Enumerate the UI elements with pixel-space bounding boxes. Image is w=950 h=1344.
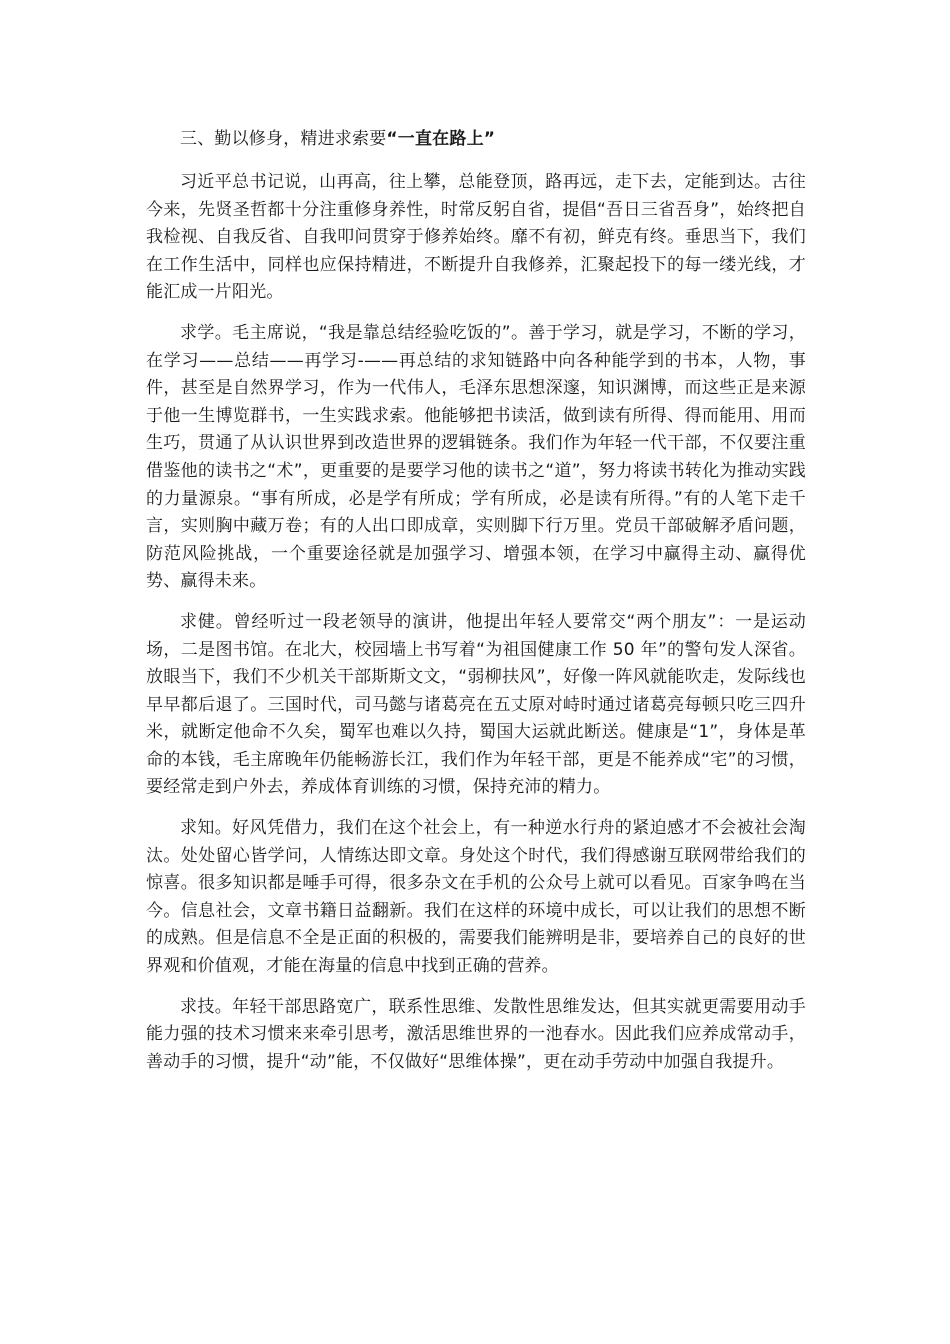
paragraph-qiujian: 求健。曾经听过一段老领导的演讲，他提出年轻人要常交“两个朋友”：一是运动场，二是图书馆。在北大，校园墙上书写着“为祖国健康工作 50 年”的警句发人深省。放眼当下，我们不少机关干部斯斯文文，“弱柳扶风”，好像一阵风就能吹走，发际线也早早都后退了。三国时代，司马懿与诸葛亮在五丈原对峙时通过诸葛亮每顿只吃三四升米，就断定他命不久矣，蜀军也难以久持，蜀国大运就此断送。健康是“1”，身体是革命的本钱，毛主席晚年仍能畅游长江，我们作为年轻干部，更是不能养成“宅”的习惯，要经常走到户外去，养成体育训练的习惯，保持充沛的精力。 [146,611,806,798]
document-page [146,126,806,1089]
paragraph-qiuji: 求技。年轻干部思路宽广，联系性思维、发散性思维发达，但其实就更需要用动手能力强的技术习惯来来牵引思考，激活思维世界的一池春水。因此我们应养成常动手，善动手的习惯，提升“动”能，不仅做好“思维体操”，更在动手劳动中加强自我提升。 [146,996,806,1072]
section-heading-prefix: 三、勤以修身，精进求索要 [180,129,387,149]
paragraph-qiuzhi: 求知。好风凭借力，我们在这个社会上，有一种逆水行舟的紧迫感才不会被社会淘汰。处处留心皆学问，人情练达即文章。身处这个时代，我们得感谢互联网带给我们的惊喜。很多知识都是唾手可得，很多杂文在手机的公众号上就可以看见。百家争鸣在当今。信息社会，文章书籍日益翻新。我们在这样的环境中成长，可以让我们的思想不断的成熟。但是信息不全是正面的积极的，需要我们能辨明是非，要培养自己的良好的世界观和价值观，才能在海量的信息中找到正确的营养。 [146,818,806,977]
paragraph-qiuxue: 求学。毛主席说，“我是靠总结经验吃饭的”。善于学习，就是学习，不断的学习，在学习——总结——再学习-——再总结的求知链路中向各种能学到的书本，人物，事件，甚至是自然界学习，作为一代伟人，毛泽东思想深邃，知识渊博，而这些正是来源于他一生博览群书，一生实践求索。他能够把书读活，做到读有所得、得而能用、用而生巧，贯通了从认识世界到改造世界的逻辑链条。我们作为年轻一代干部，不仅要注重借鉴他的读书之“术”，更重要的是要学习他的读书之“道”，努力将读书转化为推动实践的力量源泉。“事有所成，必是学有所成；学有所成，必是读有所得。”有的人笔下走千言，实则胸中藏万卷；有的人出口即成章，实则脚下行万里。党员干部破解矛盾问题，防范风险挑战，一个重要途径就是加强学习、增强本领，在学习中赢得主动、赢得优势、赢得未来。 [146,322,806,592]
section-heading-emphasis: “一直在路上” [386,129,496,149]
section-heading [146,126,806,153]
intro-paragraph: 习近平总书记说，山再高，往上攀，总能登顶，路再远，走下去，定能到达。古往今来，先贤圣哲都十分注重修身养性，时常反躬自省，提倡“吾日三省吾身”，始终把自我检视、自我反省、自我叩问贯穿于修养始终。靡不有初，鲜克有终。垂思当下，我们在工作生活中，同样也应保持精进，不断提升自我修养，汇聚起投下的每一缕光线，才能汇成一片阳光。 [146,172,806,303]
